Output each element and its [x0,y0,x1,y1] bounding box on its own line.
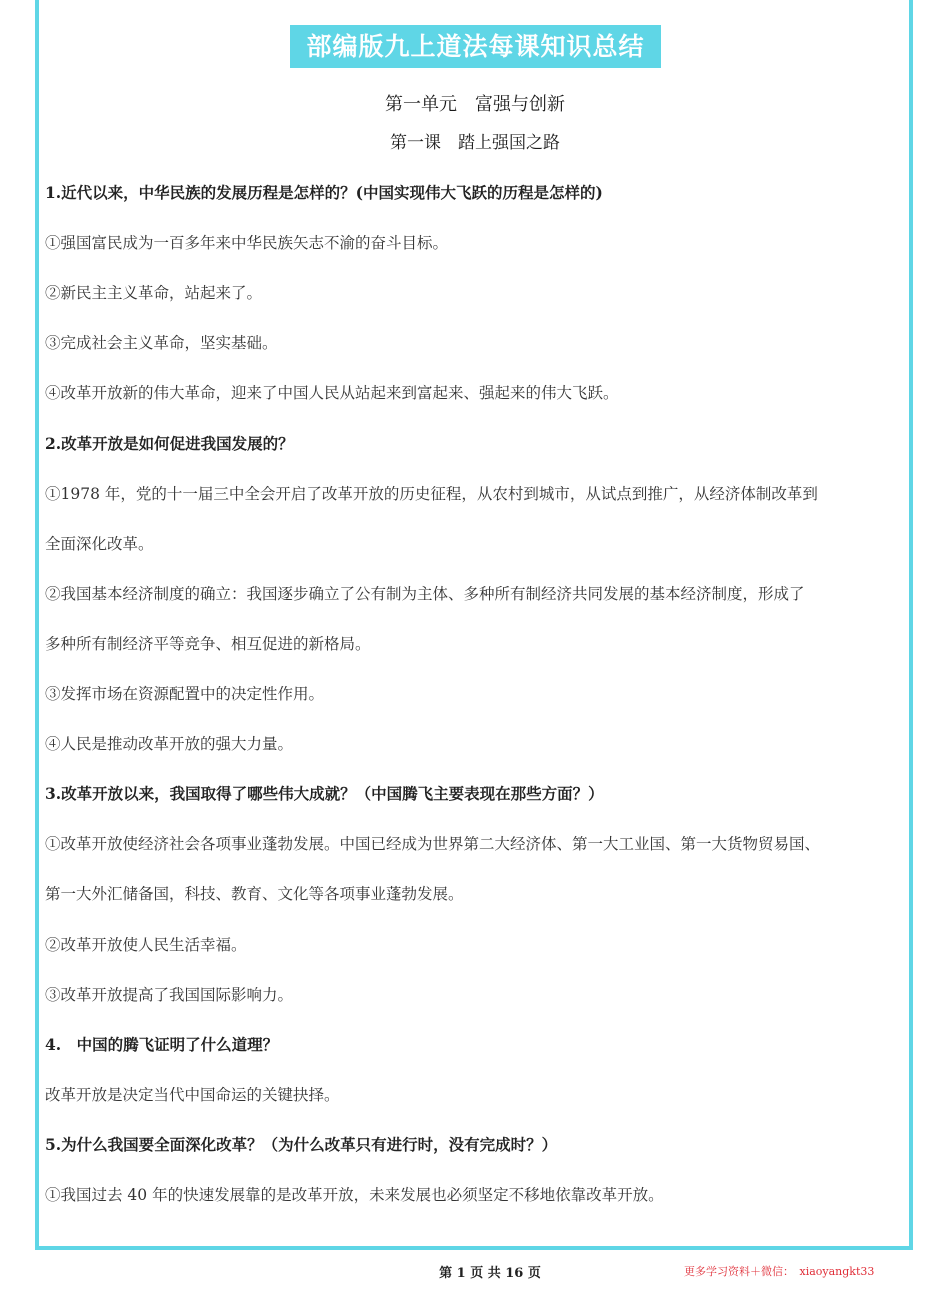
lesson-title: 第一课 踏上强国之路 [390,133,560,153]
answer-line: 多种所有制经济平等竞争、相互促进的新格局。 [45,634,371,653]
answer-line: ②改革开放使人民生活幸福。 [45,935,247,954]
answer-line: ①我国过去 40 年的快速发展靠的是改革开放，未来发展也必须坚定不移地依靠改革开放。 [45,1186,664,1204]
answer-line: ②我国基本经济制度的确立：我国逐步确立了公有制为主体、多种所有制经济共同发展的基本经济制度，形成了 [45,584,805,603]
question-heading: 1.近代以来，中华民族的发展历程是怎样的？(中国实现伟大飞跃的历程是怎样的) [45,183,603,202]
document-banner-title: 部编版九上道法每课知识总结 [290,25,661,68]
answer-line: ①改革开放使经济社会各项事业蓬勃发展。中国已经成为世界第二大经济体、第一大工业国、第一大货物贸易国、 [45,835,821,854]
answer-line: 全面深化改革。 [45,534,154,553]
answer-line: ②新民主主义革命，站起来了。 [45,284,263,303]
answer-line: ③完成社会主义革命，坚实基础。 [45,334,278,353]
page-number: 第 1 页 共 16 页 [439,1266,541,1281]
question-heading: 2.改革开放是如何促进我国发展的？ [45,433,294,453]
answer-line: ④人民是推动改革开放的强大力量。 [45,735,294,754]
wechat-note: 更多学习资料＋微信： xiaoyangkt33 [684,1265,875,1278]
answer-line: 改革开放是决定当代中国命运的关键抉择。 [45,1085,340,1104]
answer-line: ④改革开放新的伟大革命，迎来了中国人民从站起来到富起来、强起来的伟大飞跃。 [45,384,619,403]
answer-line: 第一大外汇储备国，科技、教育、文化等各项事业蓬勃发展。 [45,885,464,904]
unit-title: 第一单元 富强与创新 [385,94,565,115]
answer-line: ③改革开放提高了我国国际影响力。 [45,985,294,1004]
question-heading: 5.为什么我国要全面深化改革？（为什么改革只有进行时，没有完成时？） [45,1134,558,1154]
answer-line: ③发挥市场在资源配置中的决定性作用。 [45,685,325,703]
question-heading: 4. 中国的腾飞证明了什么道理？ [45,1034,279,1054]
answer-line: ①1978 年，党的十一届三中全会开启了改革开放的历史征程，从农村到城市，从试点到推广，从经济体制改革到 [45,484,818,503]
question-heading: 3.改革开放以来，我国取得了哪些伟大成就？（中国腾飞主要表现在那些方面？） [45,784,604,804]
answer-line: ①强国富民成为一百多年来中华民族矢志不渝的奋斗目标。 [45,234,449,253]
